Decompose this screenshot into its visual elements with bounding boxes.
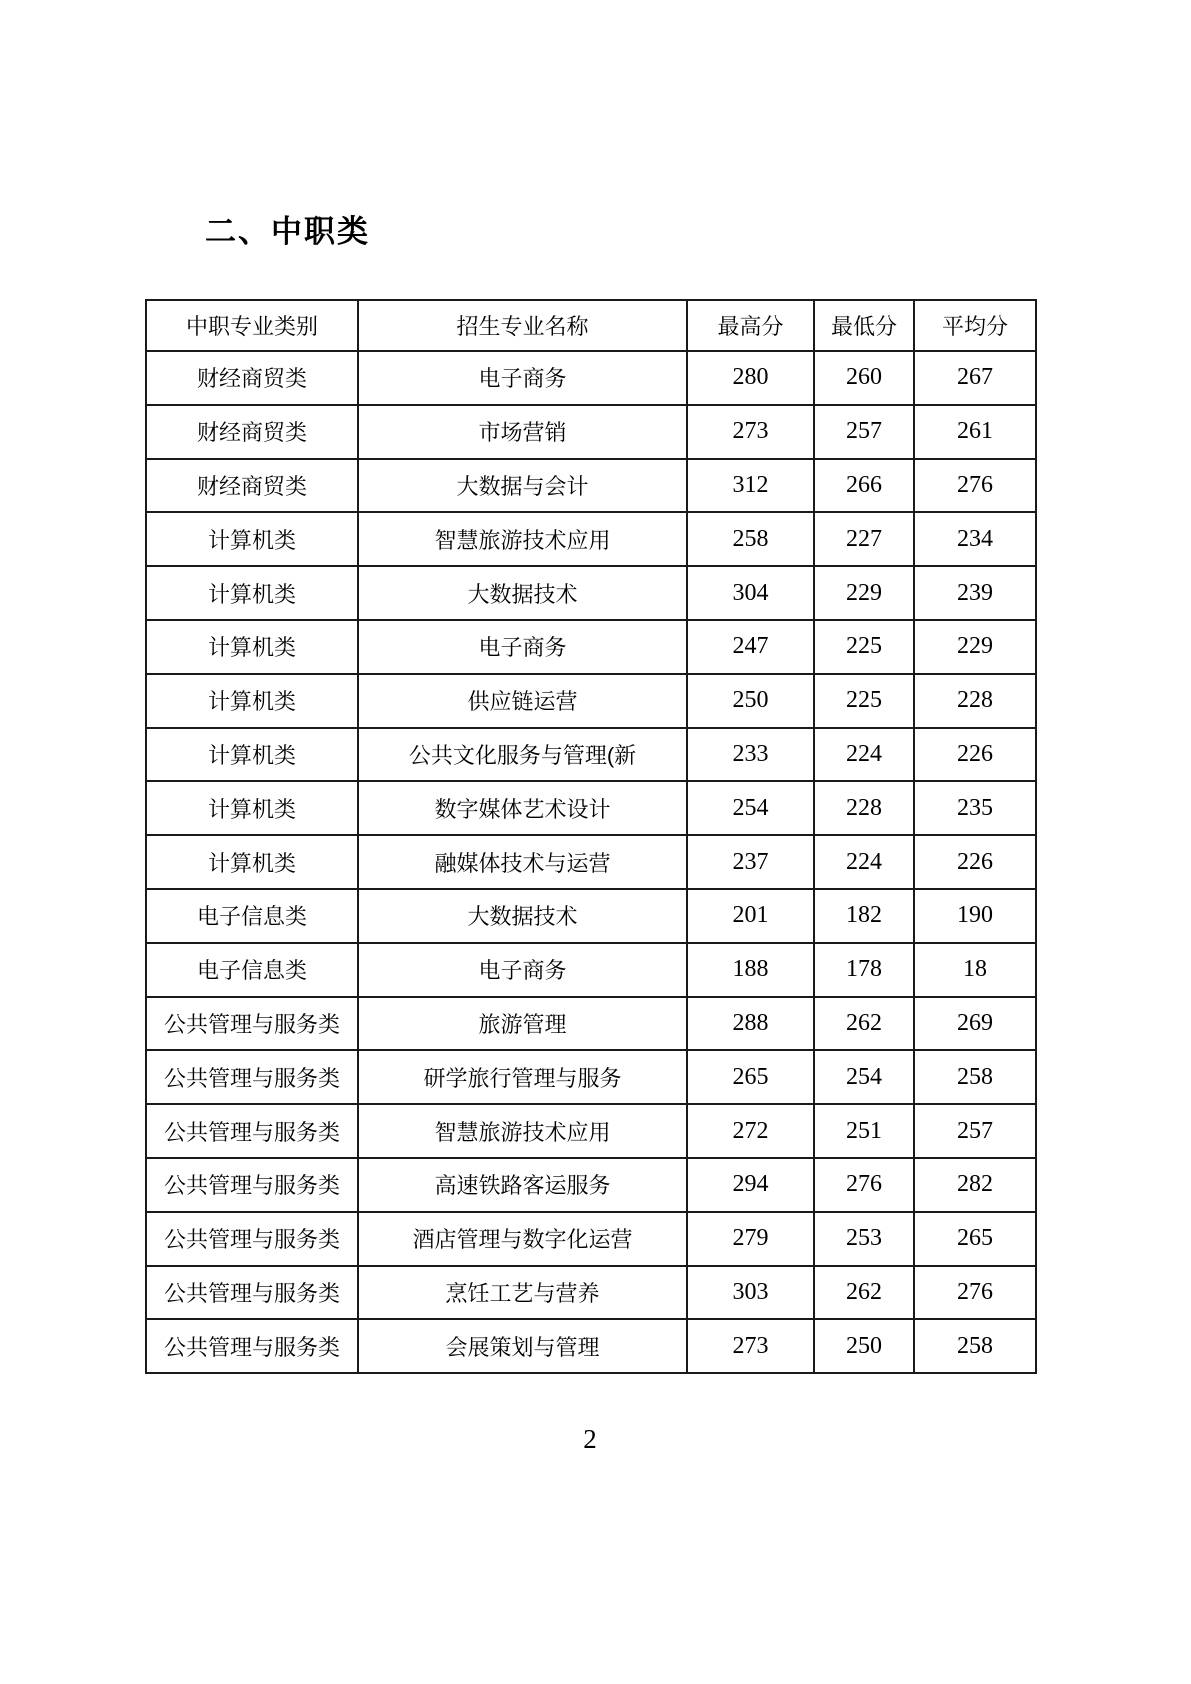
table-row — [146, 566, 1036, 620]
table-row — [146, 620, 1036, 674]
table-row — [146, 1319, 1036, 1373]
table-cell: 电子商务 — [358, 943, 687, 997]
table-cell: 融媒体技术与运营 — [358, 835, 687, 889]
table-row — [146, 1266, 1036, 1320]
table-cell: 250 — [687, 674, 814, 728]
table-cell: 公共管理与服务类 — [146, 1212, 358, 1266]
table-row — [146, 459, 1036, 513]
table-cell: 数字媒体艺术设计 — [358, 781, 687, 835]
table-cell: 182 — [814, 889, 914, 943]
table-cell: 280 — [687, 351, 814, 405]
table-cell: 237 — [687, 835, 814, 889]
table-row — [146, 997, 1036, 1051]
table-cell: 227 — [814, 512, 914, 566]
table-cell: 229 — [914, 620, 1036, 674]
header-cell: 最低分 — [814, 300, 914, 351]
table-cell: 257 — [914, 1104, 1036, 1158]
table-cell: 257 — [814, 405, 914, 459]
table-cell: 电子商务 — [358, 620, 687, 674]
table-cell: 267 — [914, 351, 1036, 405]
table-cell: 254 — [687, 781, 814, 835]
table-cell: 智慧旅游技术应用 — [358, 1104, 687, 1158]
table-cell: 计算机类 — [146, 835, 358, 889]
table-cell: 大数据与会计 — [358, 459, 687, 513]
table-cell: 公共管理与服务类 — [146, 1266, 358, 1320]
table-row — [146, 781, 1036, 835]
page-number: 2 — [583, 1424, 597, 1454]
table-cell: 235 — [914, 781, 1036, 835]
table-cell: 234 — [914, 512, 1036, 566]
table-cell: 财经商贸类 — [146, 405, 358, 459]
table-cell: 公共管理与服务类 — [146, 1104, 358, 1158]
table-cell: 188 — [687, 943, 814, 997]
table-cell: 304 — [687, 566, 814, 620]
table-cell: 18 — [914, 943, 1036, 997]
table-cell: 282 — [914, 1158, 1036, 1212]
table-cell: 258 — [914, 1050, 1036, 1104]
header-cell: 招生专业名称 — [358, 300, 687, 351]
table-cell: 公共管理与服务类 — [146, 1319, 358, 1373]
table-cell: 烹饪工艺与营养 — [358, 1266, 687, 1320]
table-cell: 312 — [687, 459, 814, 513]
table-cell: 公共管理与服务类 — [146, 1050, 358, 1104]
table-cell: 294 — [687, 1158, 814, 1212]
table-cell: 279 — [687, 1212, 814, 1266]
table-cell: 市场营销 — [358, 405, 687, 459]
table-cell: 303 — [687, 1266, 814, 1320]
table-cell: 旅游管理 — [358, 997, 687, 1051]
table-cell: 计算机类 — [146, 566, 358, 620]
header-cell: 平均分 — [914, 300, 1036, 351]
table-cell: 261 — [914, 405, 1036, 459]
section-heading: 二、中职类 — [205, 214, 370, 249]
table-cell: 226 — [914, 728, 1036, 782]
table-cell: 计算机类 — [146, 728, 358, 782]
table-cell: 276 — [914, 1266, 1036, 1320]
table-cell: 公共管理与服务类 — [146, 1158, 358, 1212]
table-row — [146, 943, 1036, 997]
table-cell: 电子商务 — [358, 351, 687, 405]
table-cell: 258 — [687, 512, 814, 566]
table-cell: 电子信息类 — [146, 889, 358, 943]
table-cell: 财经商贸类 — [146, 459, 358, 513]
table-cell: 研学旅行管理与服务 — [358, 1050, 687, 1104]
table-cell: 计算机类 — [146, 781, 358, 835]
table-cell: 260 — [814, 351, 914, 405]
table-cell: 269 — [914, 997, 1036, 1051]
table-cell: 262 — [814, 997, 914, 1051]
table-cell: 计算机类 — [146, 512, 358, 566]
table-cell: 178 — [814, 943, 914, 997]
table-cell: 229 — [814, 566, 914, 620]
table-cell: 财经商贸类 — [146, 351, 358, 405]
table-row — [146, 1158, 1036, 1212]
table-cell: 228 — [914, 674, 1036, 728]
table-cell: 247 — [687, 620, 814, 674]
table-cell: 224 — [814, 728, 914, 782]
table-cell: 大数据技术 — [358, 889, 687, 943]
table-cell: 会展策划与管理 — [358, 1319, 687, 1373]
table-cell: 254 — [814, 1050, 914, 1104]
table-cell: 226 — [914, 835, 1036, 889]
table-cell: 电子信息类 — [146, 943, 358, 997]
table-cell: 225 — [814, 620, 914, 674]
table-row — [146, 835, 1036, 889]
table-cell: 265 — [914, 1212, 1036, 1266]
table-cell: 224 — [814, 835, 914, 889]
table-cell: 233 — [687, 728, 814, 782]
table-cell: 276 — [914, 459, 1036, 513]
scores-table — [145, 299, 1037, 1374]
table-cell: 239 — [914, 566, 1036, 620]
table-cell: 190 — [914, 889, 1036, 943]
table-row — [146, 351, 1036, 405]
table-row — [146, 1050, 1036, 1104]
table-cell: 大数据技术 — [358, 566, 687, 620]
header-cell: 中职专业类别 — [146, 300, 358, 351]
table-cell: 250 — [814, 1319, 914, 1373]
table-cell: 273 — [687, 1319, 814, 1373]
table-cell: 228 — [814, 781, 914, 835]
table-row — [146, 1104, 1036, 1158]
table-cell: 酒店管理与数字化运营 — [358, 1212, 687, 1266]
table-cell: 258 — [914, 1319, 1036, 1373]
table-cell: 计算机类 — [146, 674, 358, 728]
table-cell: 201 — [687, 889, 814, 943]
table-cell: 266 — [814, 459, 914, 513]
table-cell: 公共文化服务与管理(新 — [358, 728, 687, 782]
table-row — [146, 728, 1036, 782]
table-cell: 智慧旅游技术应用 — [358, 512, 687, 566]
header-cell: 最高分 — [687, 300, 814, 351]
table-row — [146, 1212, 1036, 1266]
table-row — [146, 512, 1036, 566]
table-cell: 273 — [687, 405, 814, 459]
table-cell: 276 — [814, 1158, 914, 1212]
table-row — [146, 405, 1036, 459]
table-cell: 272 — [687, 1104, 814, 1158]
table-cell: 计算机类 — [146, 620, 358, 674]
table-cell: 251 — [814, 1104, 914, 1158]
table-cell: 公共管理与服务类 — [146, 997, 358, 1051]
table-cell: 225 — [814, 674, 914, 728]
table-cell: 供应链运营 — [358, 674, 687, 728]
table-cell: 262 — [814, 1266, 914, 1320]
table-row — [146, 674, 1036, 728]
table-cell: 288 — [687, 997, 814, 1051]
table-body — [146, 351, 1036, 1373]
table-row — [146, 889, 1036, 943]
table-cell: 253 — [814, 1212, 914, 1266]
table-cell: 高速铁路客运服务 — [358, 1158, 687, 1212]
table-cell: 265 — [687, 1050, 814, 1104]
table-header-row — [146, 300, 1036, 351]
